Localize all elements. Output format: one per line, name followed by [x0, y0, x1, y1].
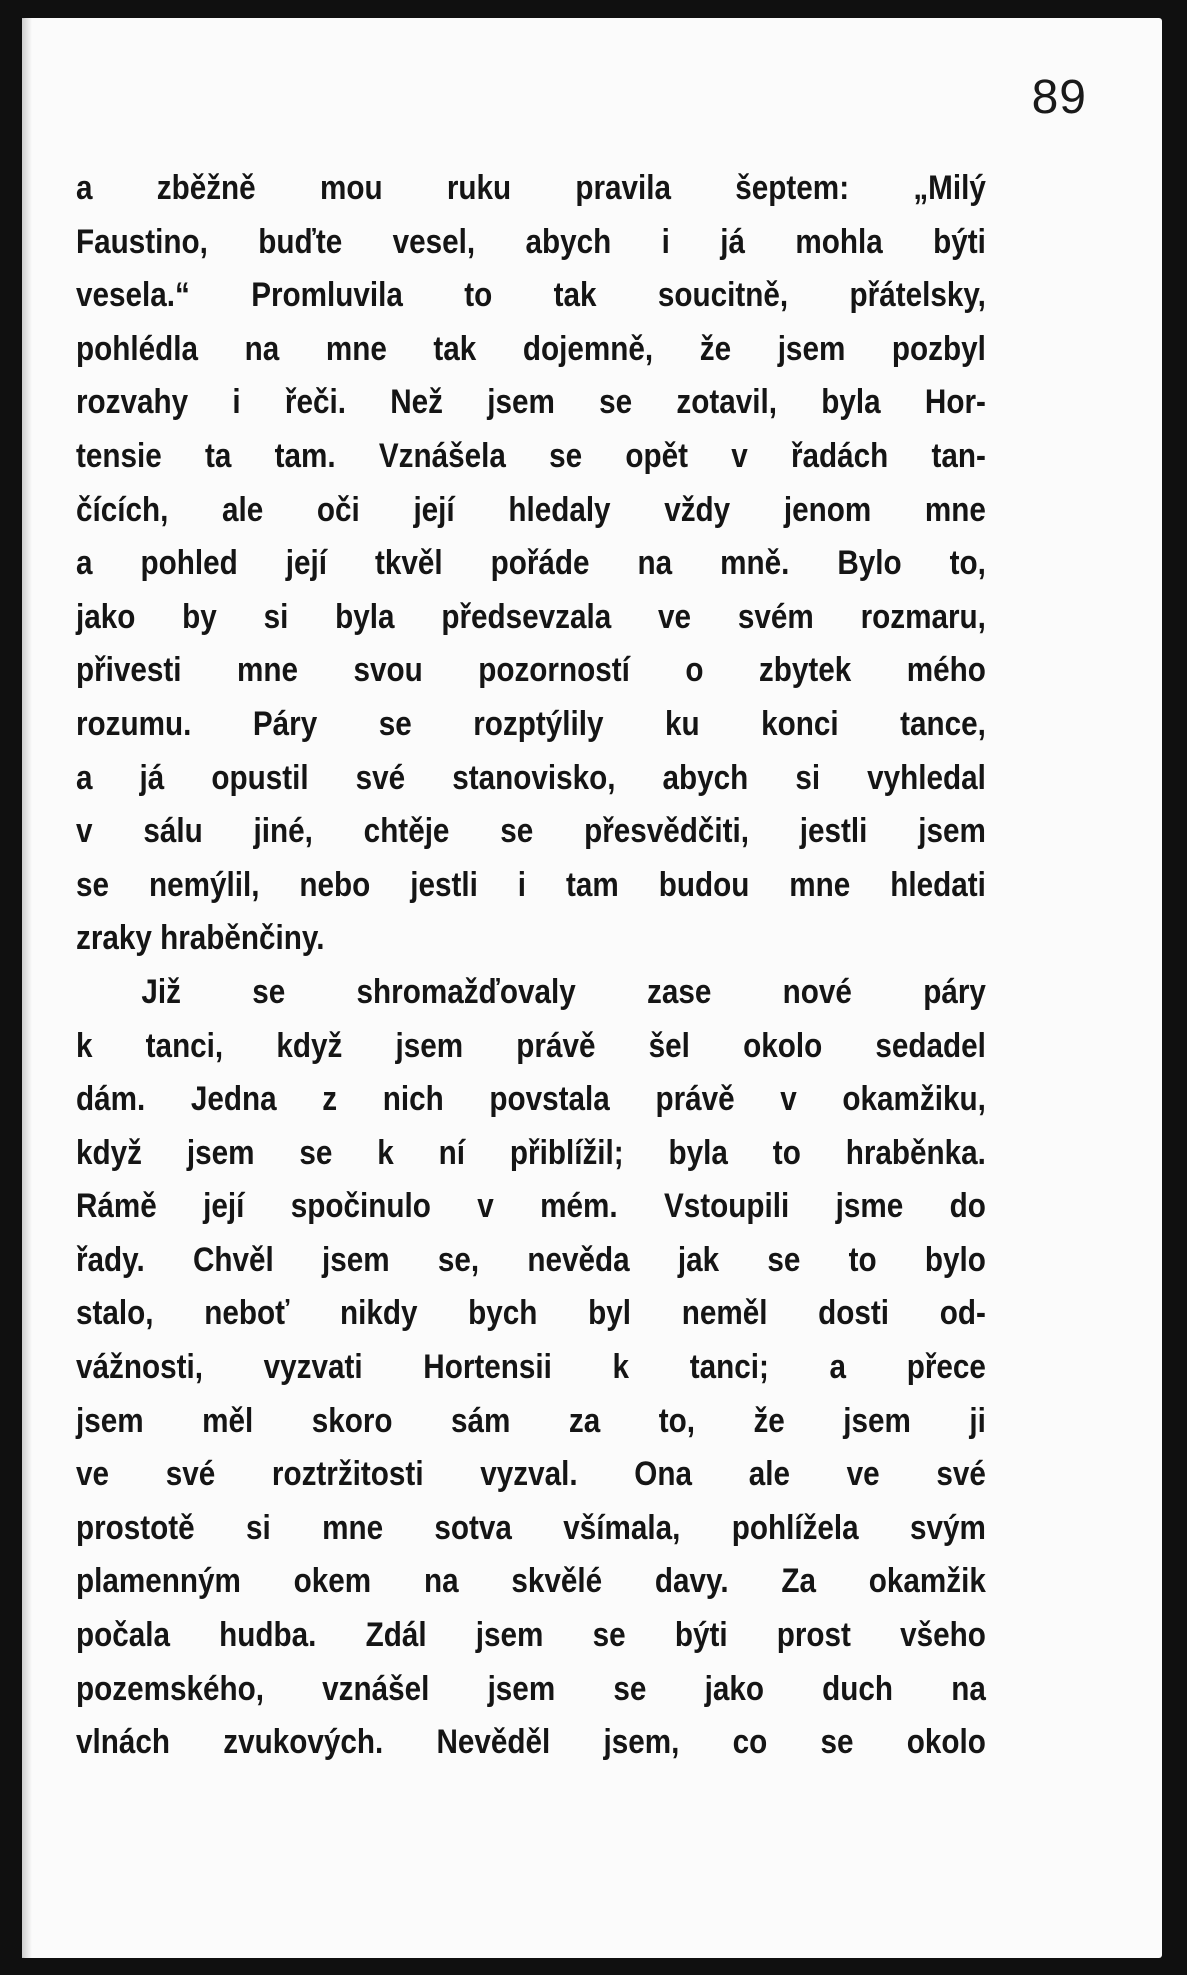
text-line: prostotě si mne sotva všímala, pohlížela svým: [76, 1508, 986, 1547]
text-line: vážnosti, vyzvati Hortensii k tanci; a přece: [76, 1348, 986, 1387]
text-line: rozvahy i řeči. Než jsem se zotavil, byla Hor-: [76, 383, 986, 422]
text-line: dám. Jedna z nich povstala právě v okamžiku,: [76, 1080, 986, 1119]
text-line: přivesti mne svou pozorností o zbytek mého: [76, 651, 986, 690]
text-line: řady. Chvěl jsem se, nevěda jak se to bylo: [76, 1240, 986, 1279]
text-line: ve své roztržitosti vyzval. Ona ale ve své: [76, 1455, 986, 1494]
text-line: a zběžně mou ruku pravila šeptem: „Milý: [76, 169, 986, 207]
text-line: vesela.“ Promluvila to tak soucitně, přátelsky,: [76, 276, 986, 315]
text-line: v sálu jiné, chtěje se přesvědčiti, jestli jsem: [76, 812, 986, 851]
text-line: stalo, neboť nikdy bych byl neměl dosti od-: [76, 1294, 986, 1333]
text-line: čících, ale oči její hledaly vždy jenom mne: [76, 490, 986, 529]
text-line: rozumu. Páry se rozptýlily ku konci tance,: [76, 704, 986, 743]
body-text: [76, 162, 986, 1770]
text-line: se nemýlil, nebo jestli i tam budou mne hledati: [76, 865, 986, 904]
text-line: vlnách zvukových. Nevěděl jsem, co se okolo: [76, 1723, 986, 1762]
text-line: Již se shromažďovaly zase nové páry: [141, 972, 986, 1011]
text-line: když jsem se k ní přiblížil; byla to hraběnka.: [76, 1133, 986, 1172]
text-line: pozemského, vznášel jsem se jako duch na: [76, 1669, 986, 1708]
text-line: jsem měl skoro sám za to, že jsem ji: [76, 1401, 986, 1440]
text-line: zraky hraběnčiny.: [76, 919, 325, 958]
page-binding-shadow: [22, 18, 32, 1958]
text-line: a pohled její tkvěl pořáde na mně. Bylo to,: [76, 544, 986, 583]
text-line: Rámě její spočinulo v mém. Vstoupili jsme do: [76, 1187, 986, 1226]
page-number: 89: [1031, 71, 1087, 124]
text-line: jako by si byla předsevzala ve svém rozmaru,: [76, 597, 986, 636]
text-line: pohlédla na mne tak dojemně, že jsem pozbyl: [76, 329, 986, 368]
text-line: k tanci, když jsem právě šel okolo sedadel: [76, 1026, 986, 1065]
text-line: Faustino, buďte vesel, abych i já mohla býti: [76, 222, 986, 261]
text-line: počala hudba. Zdál jsem se býti prost všeho: [76, 1616, 986, 1655]
text-line: a já opustil své stanovisko, abych si vyhledal: [76, 758, 986, 797]
text-line: tensie ta tam. Vznášela se opět v řadách tan-: [76, 436, 986, 475]
text-line: plamenným okem na skvělé davy. Za okamžik: [76, 1562, 986, 1601]
